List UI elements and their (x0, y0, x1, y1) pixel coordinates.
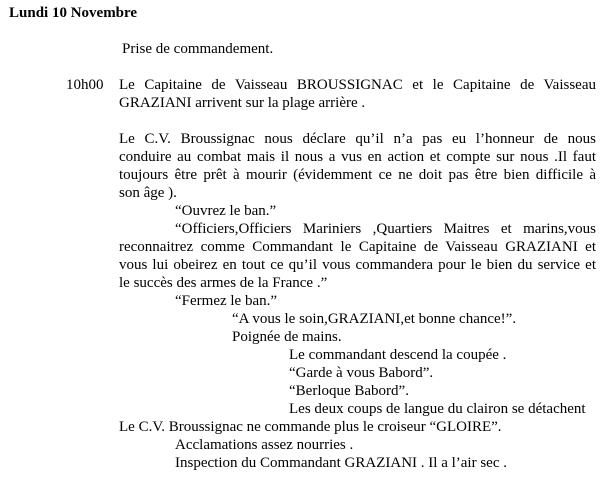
officiers-line-2: reconnaitrez comme Commandant le Capitaine de Vaisseau GRAZIANI et (119, 239, 596, 255)
declaration-line-3: toujours être prêt à mourir (évidemment ce ne doit pas être bien difficile à (119, 167, 596, 183)
arrival-line-2: GRAZIANI arrivent sur la plage arrière . (119, 95, 366, 111)
declaration-line-4: son âge ). (119, 185, 177, 201)
fermez-le-ban: “Fermez le ban.” (175, 293, 278, 309)
arrival-line-1: Le Capitaine de Vaisseau BROUSSIGNAC et le Capitaine de Vaisseau (119, 77, 596, 93)
officiers-line-3: vous lui obeirez en tout ce qu’il vous commandera pour le bien du service et (119, 257, 596, 273)
ne-commande-plus: Le C.V. Broussignac ne commande plus le croiseur “GLOIRE”. (119, 419, 502, 435)
inspection: Inspection du Commandant GRAZIANI . Il a l’air sec . (175, 455, 507, 471)
coups-de-langue: Les deux coups de langue du clairon se détachent (289, 401, 586, 417)
officiers-line-4: le succès des armes de la France .” (119, 275, 328, 291)
commandant-descend: Le commandant descend la coupée . (289, 347, 507, 363)
garde-a-vous: “Garde à vous Babord”. (289, 365, 434, 381)
a-vous-le-soin: “A vous le soin,GRAZIANI,et bonne chance!”. (232, 311, 517, 327)
time-label: 10h00 (66, 77, 104, 93)
declaration-line-1: Le C.V. Broussignac nous déclare qu’il n’a pas eu l’honneur de nous (119, 131, 596, 147)
officiers-line-1: “Officiers,Officiers Mariniers ,Quartiers Maitres et marins,vous (175, 221, 596, 237)
intro-line: Prise de commandement. (122, 41, 274, 57)
berloque-babord: “Berloque Babord”. (289, 383, 409, 399)
acclamations: Acclamations assez nourries . (175, 437, 354, 453)
ouvrez-le-ban: “Ouvrez le ban.” (175, 203, 277, 219)
declaration-line-2: conduire au combat mais il nous a vus en action et compte sur nous .Il faut (119, 149, 596, 165)
poignee-de-mains: Poignée de mains. (232, 329, 342, 345)
date-heading: Lundi 10 Novembre (9, 5, 138, 21)
